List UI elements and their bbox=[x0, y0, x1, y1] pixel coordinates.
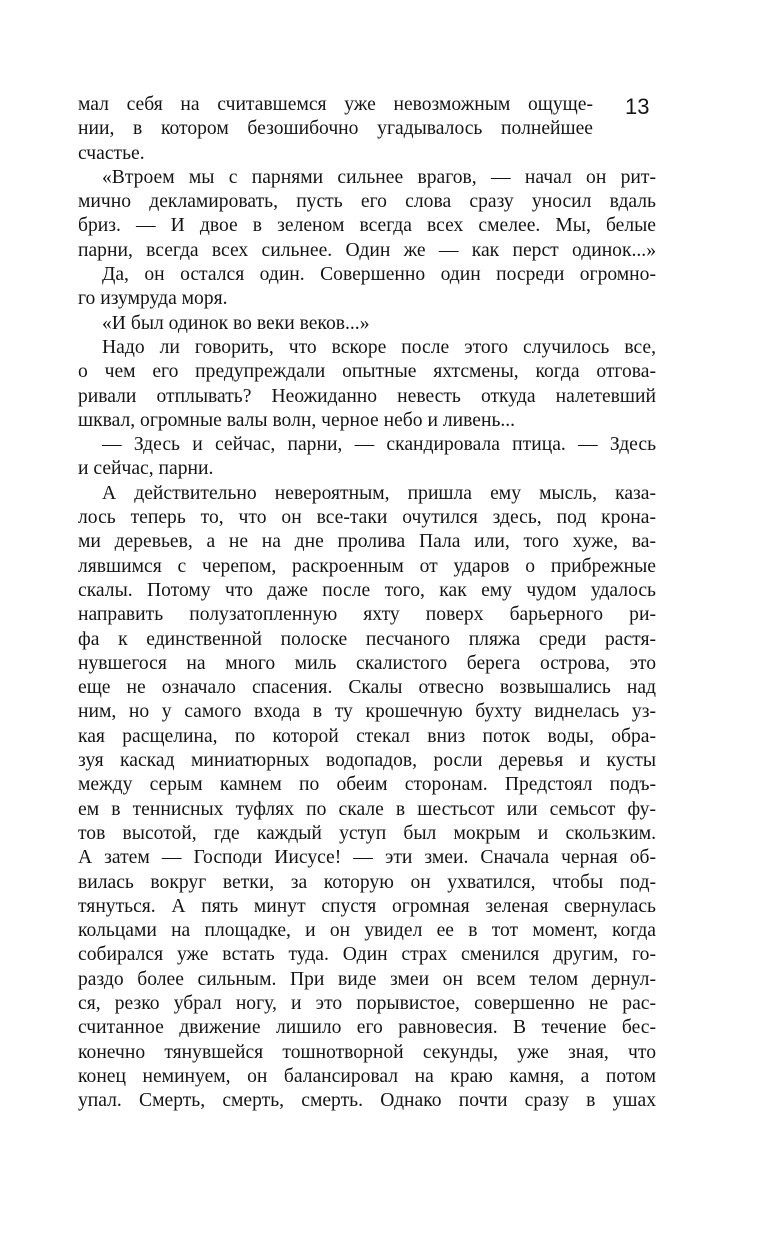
text-line: мично декламировать, пусть его слова сразу уносил вдаль bbox=[78, 191, 656, 213]
text-line: направить полузатопленную яхту поверх барьерного ри- bbox=[78, 604, 656, 626]
text-line: вилась вокруг ветки, за которую он ухватился, чтобы под- bbox=[78, 871, 656, 893]
text-line: лось теперь то, что он все-таки очутился здесь, под крона- bbox=[78, 507, 656, 529]
text-line: нувшегося на много миль скалистого берега острова, это bbox=[78, 652, 656, 674]
text-line: упал. Смерть, смерть, смерть. Однако почти сразу в ушах bbox=[78, 1090, 656, 1112]
text-line: о чем его предупреждали опытные яхтсмены, когда отгова- bbox=[78, 361, 656, 383]
page-number: 13 bbox=[625, 94, 650, 119]
text-line: счастье. bbox=[78, 142, 145, 164]
text-line: ем в теннисных туфлях по скале в шестьсот или семьсот фу- bbox=[78, 798, 656, 820]
text-line: «Втроем мы с парнями сильнее врагов, — начал он рит- bbox=[102, 166, 656, 188]
text-line: го изумруда моря. bbox=[78, 288, 228, 310]
text-line: ним, но у самого входа в ту крошечную бухту виднелась уз- bbox=[78, 701, 656, 723]
text-line: лявшимся с черепом, раскроенным от ударов о прибрежные bbox=[78, 555, 656, 577]
text-line: конец неминуем, он балансировал на краю камня, а потом bbox=[78, 1065, 656, 1087]
text-line: бриз. — И двое в зеленом всегда всех смелее. Мы, белые bbox=[78, 215, 656, 237]
text-line: Да, он остался один. Совершенно один посреди огромно- bbox=[102, 264, 656, 286]
text-line: скалы. Потому что даже после того, как ему чудом удалось bbox=[78, 579, 656, 601]
text-line: считанное движение лишило его равновесия. В течение бес- bbox=[78, 1017, 656, 1039]
text-line: и сейчас, парни. bbox=[78, 458, 214, 480]
text-line: ривали отплывать? Неожиданно невесть откуда налетевший bbox=[78, 385, 656, 407]
text-line: нии, в котором безошибочно угадывалось полнейшее bbox=[78, 118, 593, 140]
text-line: ми деревьев, а не на дне пролива Пала или, того хуже, ва- bbox=[78, 531, 656, 553]
text-line: между серым камнем по обеим сторонам. Предстоял подъ- bbox=[78, 774, 656, 796]
text-line: — Здесь и сейчас, парни, — скандировала птица. — Здесь bbox=[102, 434, 656, 456]
body-text bbox=[78, 93, 656, 1113]
text-line: тянуться. А пять минут спустя огромная зеленая свернулась bbox=[78, 895, 656, 917]
text-line: А действительно невероятным, пришла ему мысль, каза- bbox=[102, 482, 656, 504]
text-line: парни, всегда всех сильнее. Один же — как перст одинок...» bbox=[78, 239, 656, 261]
text-line: Надо ли говорить, что вскоре после этого случилось все, bbox=[102, 336, 656, 358]
text-line: мал себя на считавшемся уже невозможным ощуще- bbox=[78, 94, 593, 115]
text-line: ся, резко убрал ногу, и это порывистое, совершенно не рас- bbox=[78, 992, 656, 1014]
text-line: тов высотой, где каждый уступ был мокрым и скользким. bbox=[78, 822, 656, 844]
text-line: зуя каскад миниатюрных водопадов, росли деревья и кусты bbox=[78, 750, 656, 772]
text-line: собирался уже встать туда. Один страх сменился другим, го- bbox=[78, 944, 656, 966]
text-line: кая расщелина, по которой стекал вниз поток воды, обра- bbox=[78, 725, 656, 747]
text-line: раздо более сильным. При виде змеи он всем телом дернул- bbox=[78, 968, 656, 990]
text-line: еще не означало спасения. Скалы отвесно возвышались над bbox=[78, 677, 656, 699]
text-line: шквал, огромные валы волн, черное небо и ливень... bbox=[78, 409, 516, 431]
text-line: фа к единственной полоске песчаного пляжа среди растя- bbox=[78, 628, 656, 650]
text-line: А затем — Господи Иисусе! — эти змеи. Сначала черная об- bbox=[78, 847, 656, 869]
text-line: конечно тянувшейся тошнотворной секунды, уже зная, что bbox=[78, 1041, 656, 1063]
text-line: кольцами на площадке, и он увидел ее в тот момент, когда bbox=[78, 920, 656, 942]
text-line: «И был одинок во веки веков...» bbox=[102, 312, 370, 334]
